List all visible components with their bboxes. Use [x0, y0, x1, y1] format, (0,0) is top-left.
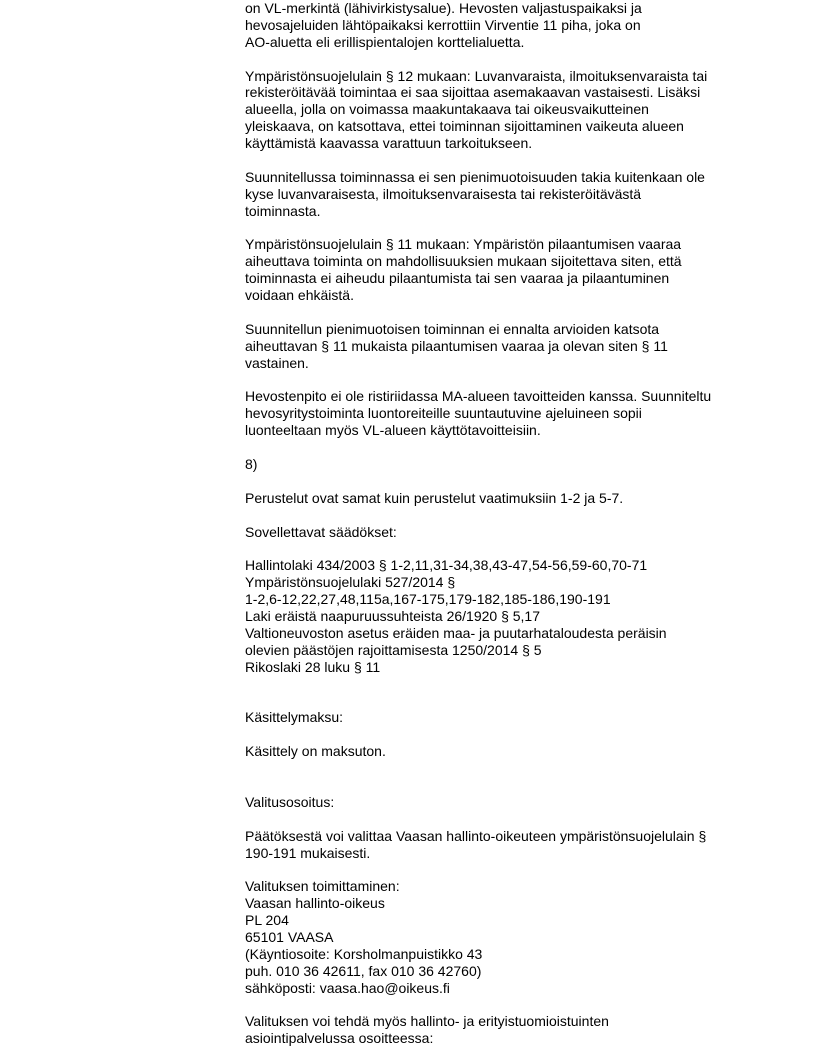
text-line: sähköposti: vaasa.hao@oikeus.fi — [245, 979, 450, 996]
text-line: puh. 010 36 42611, fax 010 36 42760) — [245, 962, 482, 979]
text-line: Käsittelymaksu: — [245, 709, 344, 726]
blank-line — [245, 152, 790, 169]
blank-line — [245, 811, 790, 828]
blank-line — [245, 760, 790, 777]
text-line: Sovellettavat säädökset: — [245, 523, 397, 540]
blank-line — [245, 473, 790, 490]
paragraph-perustelut — [245, 490, 790, 507]
text-line: Perustelut ovat samat kuin perustelut vaatimuksiin 1-2 ja 5-7. — [245, 489, 624, 506]
blank-line — [245, 777, 790, 794]
text-line: Valitusosoitus: — [245, 793, 335, 810]
text-line: käyttämistä kaavassa varattuun tarkoitukseen. — [245, 135, 533, 152]
text-line: vastainen. — [245, 354, 309, 371]
paragraph-item-8 — [245, 456, 790, 473]
document-text — [245, 0, 790, 1047]
blank-line — [245, 541, 790, 558]
text-line: PL 204 — [245, 912, 289, 929]
paragraph-sovellettavat-heading — [245, 524, 790, 541]
blank-line — [245, 51, 790, 68]
paragraph-kasittelymaksu-body — [245, 743, 790, 760]
blank-line — [245, 693, 790, 710]
paragraph-kasittelymaksu-heading — [245, 709, 790, 726]
text-line: Päätöksestä voi valittaa Vaasan hallinto-oikeuteen ympäristönsuojelulain § — [245, 827, 707, 844]
text-line: aiheuttavan § 11 mukaista pilaantumisen vaaraa ja olevan siten § 11 — [245, 337, 668, 354]
blank-line — [245, 726, 790, 743]
text-line: 8) — [245, 456, 258, 473]
text-line: Suunnitellun pienimuotoisen toiminnan ei ennalta arvioiden katsota — [245, 320, 660, 337]
paragraph-pienimuotoisuus — [245, 169, 790, 220]
text-line: Ympäristönsuojelulain § 11 mukaan: Ympäristön pilaantumisen vaaraa — [245, 236, 682, 253]
text-line: (Käyntiosoite: Korsholmanpuistikko 43 — [245, 945, 483, 962]
text-line: on VL-merkintä (lähivirkistysalue). Hevosten valjastuspaikaksi ja — [245, 0, 642, 16]
paragraph-valitusosoitus-body — [245, 828, 790, 862]
text-line: hevosajeluiden lähtöpaikaksi kerrottiin Virventie 11 piha, joka on — [245, 16, 641, 33]
blank-line — [245, 372, 790, 389]
text-line: Ympäristönsuojelulaki 527/2014 § — [245, 574, 456, 591]
text-line: Valituksen voi tehdä myös hallinto- ja erityistuomioistuinten — [245, 1013, 609, 1030]
blank-line — [245, 861, 790, 878]
text-line: Valtioneuvoston asetus eräiden maa- ja puutarhataloudesta peräisin — [245, 624, 667, 641]
text-line: hevosyritystoiminta luontoreiteille suuntautuvine ajeluineen sopii — [245, 405, 642, 422]
blank-line — [245, 507, 790, 524]
blank-line — [245, 997, 790, 1014]
text-line: Ympäristönsuojelulain § 12 mukaan: Luvanvaraista, ilmoituksenvaraista tai — [245, 67, 708, 84]
paragraph-intro-continuation — [245, 0, 790, 51]
text-line: Laki eräistä naapuruussuhteista 26/1920 § 5,17 — [245, 608, 540, 625]
blank-line — [245, 220, 790, 237]
text-line: luonteeltaan myös VL-alueen käyttötavoitteisiin. — [245, 422, 541, 439]
text-line: aiheuttava toiminta on mahdollisuuksien mukaan sijoitettava siten, että — [245, 253, 682, 270]
text-line: Hevostenpito ei ole ristiriidassa MA-alueen tavoitteiden kanssa. Suunniteltu — [245, 388, 712, 405]
text-line: alueella, jolla on voimassa maakuntakaava tai oikeusvaikutteinen — [245, 101, 649, 118]
text-line: yleiskaava, on katsottava, ettei toiminnan sijoittaminen vaikeuta alueen — [245, 118, 684, 135]
text-line: voidaan ehkäistä. — [245, 287, 354, 304]
text-line: Suunnitellussa toiminnassa ei sen pienimuotoisuuden takia kuitenkaan ole — [245, 168, 705, 185]
paragraph-valituksen-toimittaminen — [245, 878, 790, 996]
paragraph-valitusosoitus-heading — [245, 794, 790, 811]
text-line: Vaasan hallinto-oikeus — [245, 895, 385, 912]
blank-line — [245, 676, 790, 693]
paragraph-saadokset-list — [245, 557, 790, 675]
text-line: Käsittely on maksuton. — [245, 743, 386, 760]
paragraph-asiointipalvelu — [245, 1013, 790, 1047]
text-line: toiminnasta ei aiheudu pilaantumista tai sen vaaraa ja pilaantuminen — [245, 270, 670, 287]
text-line: 65101 VAASA — [245, 928, 334, 945]
blank-line — [245, 304, 790, 321]
text-line: Hallintolaki 434/2003 § 1-2,11,31-34,38,43-47,54-56,59-60,70-71 — [245, 557, 648, 574]
blank-line — [245, 439, 790, 456]
text-line: rekisteröitävää toimintaa ei saa sijoittaa asemakaavan vastaisesti. Lisäksi — [245, 84, 701, 101]
text-line: kyse luvanvaraisesta, ilmoituksenvaraisesta tai rekisteröitävästä — [245, 185, 642, 202]
text-line: 1-2,6-12,22,27,48,115a,167-175,179-182,185-186,190-191 — [245, 591, 611, 608]
paragraph-ysl-12 — [245, 68, 790, 152]
text-line: Valituksen toimittaminen: — [245, 878, 400, 895]
text-line: toiminnasta. — [245, 202, 321, 219]
paragraph-arvio-11 — [245, 321, 790, 372]
text-line: Rikoslaki 28 luku § 11 — [245, 658, 381, 675]
text-line: 190-191 mukaisesti. — [245, 844, 371, 861]
paragraph-ysl-11 — [245, 236, 790, 304]
text-line: asiointipalvelussa osoitteessa: — [245, 1030, 434, 1047]
text-line: AO-aluetta eli erillispientalojen korttelialuetta. — [245, 33, 525, 50]
text-line: olevien päästöjen rajoittamisesta 1250/2014 § 5 — [245, 641, 542, 658]
paragraph-hevostenpito — [245, 388, 790, 439]
